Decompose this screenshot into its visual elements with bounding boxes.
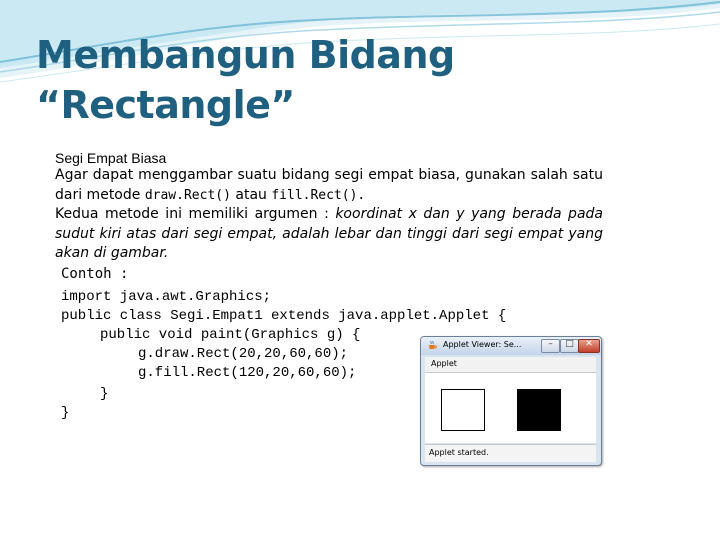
maximize-icon: □ [565, 339, 574, 349]
title-line-2: “Rectangle” [36, 83, 295, 127]
applet-canvas [425, 373, 596, 443]
code-line: import java.awt.Graphics; [61, 289, 272, 305]
applet-titlebar[interactable] [421, 337, 601, 355]
applet-status-text: Applet started. [429, 448, 489, 457]
paragraph-arguments [55, 205, 603, 264]
paragraph-arguments-italic: koordinat x dan y yang berada pada sudut kiri atas dari segi empat, adalah lebar dan tinggi dari segi empat yang akan di gambar. [55, 206, 603, 261]
minimize-button[interactable] [541, 339, 560, 353]
minimize-icon: – [548, 339, 553, 349]
code-line: g.draw.Rect(20,20,60,60); [138, 346, 349, 362]
maximize-button[interactable] [560, 339, 579, 353]
outlined-rectangle [441, 389, 485, 431]
paragraph-methods-text: Agar dapat menggambar suatu bidang segi empat biasa, gunakan salah satu dari metode [55, 167, 603, 203]
code-line: public void paint(Graphics g) { [100, 327, 361, 343]
applet-menubar [425, 357, 596, 373]
java-cup-icon [427, 340, 438, 351]
method-fill-rect: fill.Rect(). [271, 187, 366, 203]
code-line: g.fill.Rect(120,20,60,60); [138, 365, 357, 381]
applet-viewer-window [420, 336, 602, 466]
method-draw-rect: draw.Rect() [144, 187, 231, 203]
code-line: } [100, 386, 109, 402]
filled-rectangle [517, 389, 561, 431]
close-button[interactable] [578, 339, 600, 353]
example-label: Contoh : [61, 266, 129, 282]
menu-applet[interactable]: Applet [431, 359, 457, 368]
code-line: public class Segi.Empat1 extends java.applet.Applet { [61, 308, 507, 324]
slide-title [36, 30, 596, 130]
applet-window-title: Applet Viewer: Se... [443, 340, 522, 349]
paragraph-methods-mid: atau [230, 186, 272, 203]
title-line-1: Membangun Bidang [36, 33, 455, 77]
close-icon: ✕ [585, 339, 593, 349]
code-line: } [61, 405, 70, 421]
subheading: Segi Empat Biasa [55, 150, 167, 166]
paragraph-methods [55, 166, 603, 205]
applet-statusbar [425, 444, 596, 462]
paragraph-arguments-text: Kedua metode ini memiliki argumen : [55, 206, 336, 222]
